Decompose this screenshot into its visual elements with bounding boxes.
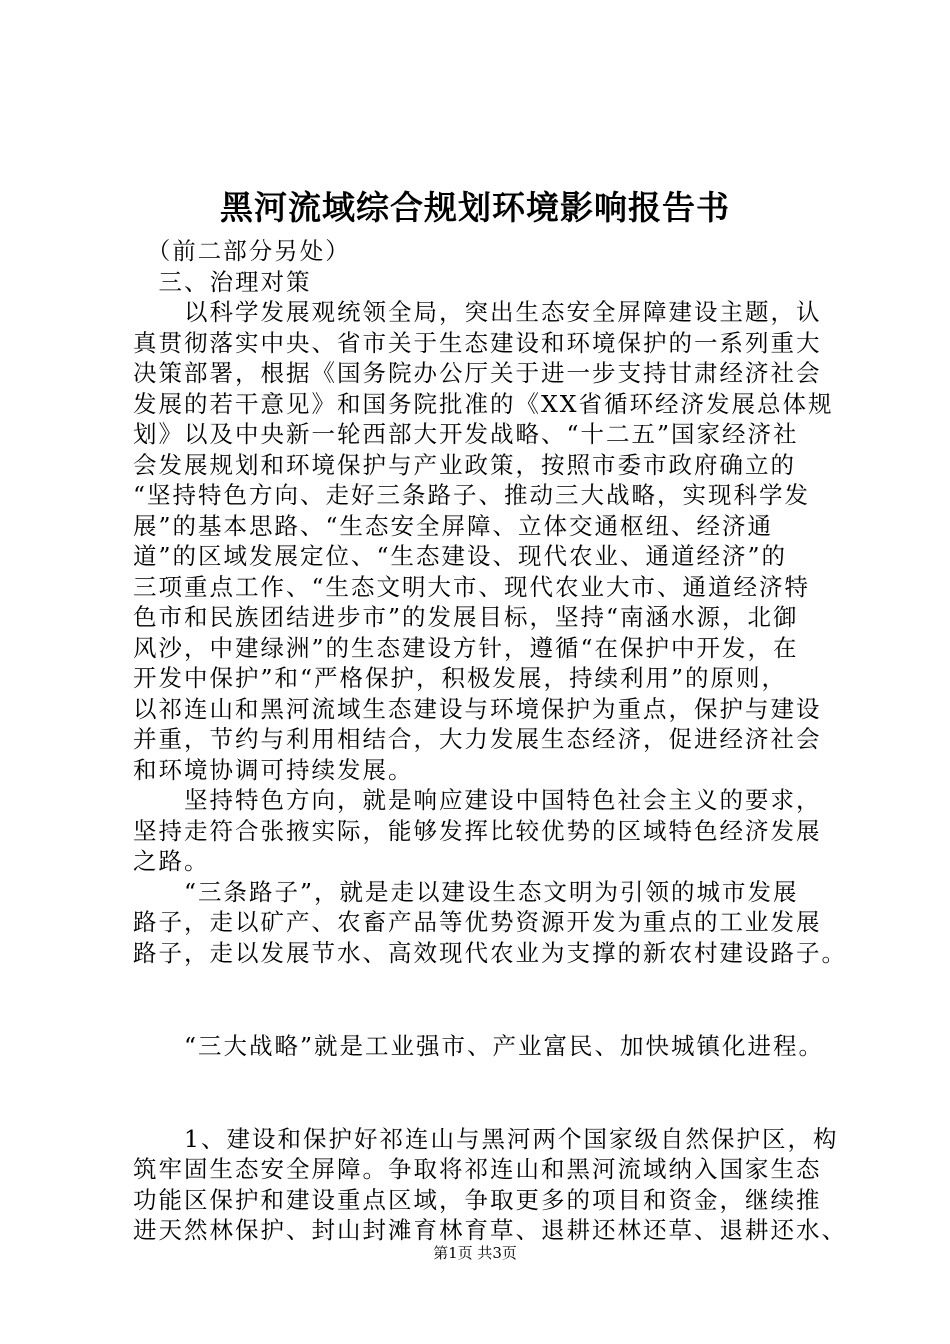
text-line: 真贯彻落实中央、省市关于生态建设和环境保护的一系列重大 xyxy=(133,328,822,357)
text-line: 色市和民族团结进步市”的发展目标，坚持“南涵水源，北御 xyxy=(133,603,799,631)
document-title: 黑河流域综合规划环境影响报告书 xyxy=(220,188,730,227)
text-line: 以科学发展观统领全局，突出生态安全屏障建设主题，认 xyxy=(133,298,822,326)
text-line: 坚持特色方向，就是响应建设中国特色社会主义的要求， xyxy=(133,786,822,814)
text-line: 会发展规划和环境保护与产业政策，按照市委市政府确立的 xyxy=(133,450,796,479)
text-line: 发展的若干意见》和国务院批准的《XX省循环经济发展总体规 xyxy=(133,389,834,418)
text-line: “三条路子”，就是走以建设生态文明为引领的城市发展 xyxy=(133,877,799,906)
text-line: 坚持走符合张掖实际，能够发挥比较优势的区域特色经济发展 xyxy=(133,816,822,845)
text-line: 风沙，中建绿洲”的生态建设方针，遵循“在保护中开发，在 xyxy=(133,633,799,662)
page-footer: 第1页 共3页 xyxy=(433,1244,517,1262)
text-line: 进天然林保护、封山封滩育林育草、退耕还林还草、退耕还水、 xyxy=(133,1216,847,1244)
text-line: 划》以及中央新一轮西部大开发战略、“十二五”国家经济社 xyxy=(133,420,799,448)
text-line: 路子，走以发展节水、高效现代农业为支撑的新农村建设路子。 xyxy=(133,938,847,967)
text-line: “三大战略”就是工业强市、产业富民、加快城镇化进程。 xyxy=(133,1031,825,1060)
text-line: 三、治理对策 xyxy=(133,267,312,296)
text-line: 开发中保护”和“严格保护，积极发展，持续利用”的原则， xyxy=(133,664,788,692)
text-line: 路子，走以矿产、农畜产品等优势资源开发为重点的工业发展 xyxy=(133,908,822,936)
document-body xyxy=(133,236,853,1246)
text-line: 以祁连山和黑河流域生态建设与环境保护为重点，保护与建设 xyxy=(133,694,822,723)
text-line: 展”的基本思路、“生态安全屏障、立体交通枢纽、经济通 xyxy=(133,511,774,540)
text-line: 和环境协调可持续发展。 xyxy=(133,755,414,784)
text-line: 1、建设和保护好祁连山与黑河两个国家级自然保护区，构 xyxy=(133,1124,839,1153)
text-line: 功能区保护和建设重点区域，争取更多的项目和资金，继续推 xyxy=(133,1185,822,1214)
blank-line xyxy=(133,1077,853,1108)
text-line: “坚持特色方向、走好三条路子、推动三大战略，实现科学发 xyxy=(133,481,811,509)
text-line: 三项重点工作、“生态文明大市、现代农业大市、通道经济特 xyxy=(133,572,811,601)
text-line: （前二部分另处） xyxy=(133,237,351,265)
text-line: 筑牢固生态安全屏障。争取将祁连山和黑河流域纳入国家生态 xyxy=(133,1155,822,1183)
text-line: 之路。 xyxy=(133,847,210,875)
blank-line xyxy=(133,984,853,1015)
text-line: 道”的区域发展定位、“生态建设、现代农业、通道经济”的 xyxy=(133,542,788,570)
text-line: 并重，节约与利用相结合，大力发展生态经济，促进经济社会 xyxy=(133,725,822,753)
text-line: 决策部署，根据《国务院办公厅关于进一步支持甘肃经济社会 xyxy=(133,359,822,387)
